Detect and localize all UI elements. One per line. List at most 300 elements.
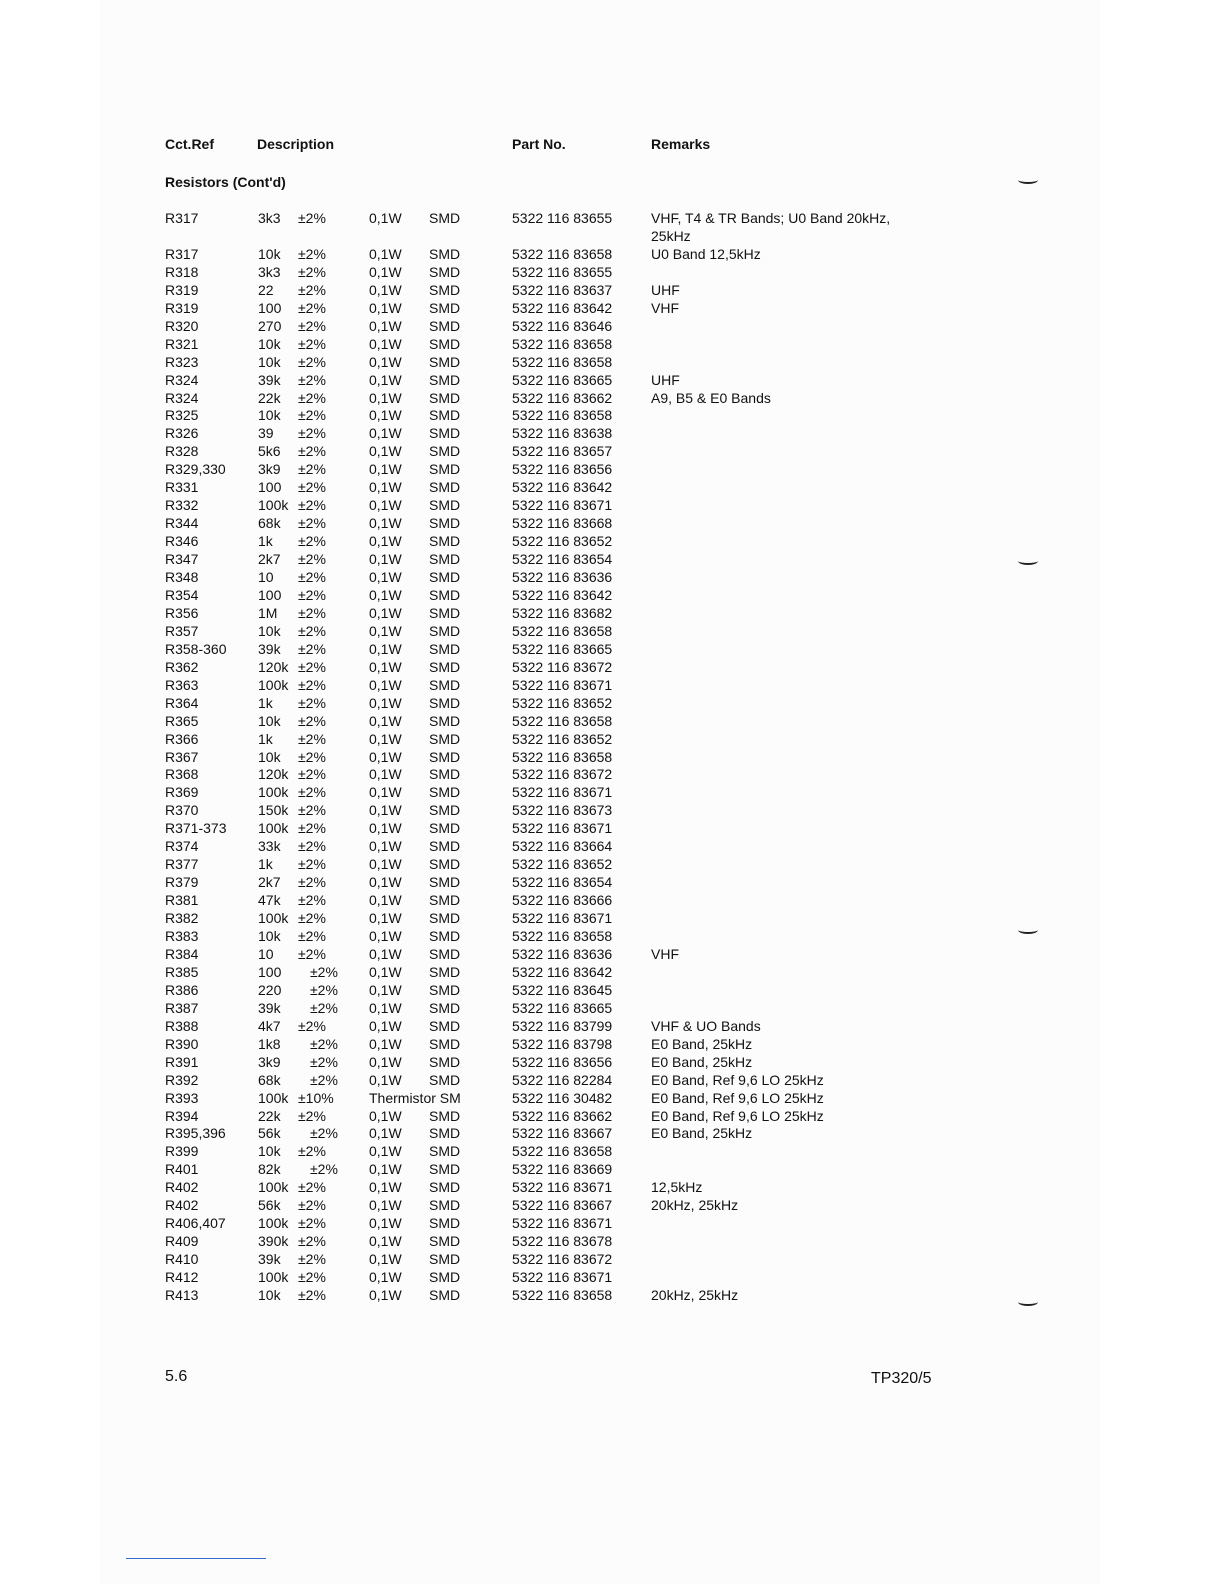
package-cell: SMD bbox=[429, 479, 461, 496]
power-cell: 0,1W bbox=[369, 1233, 402, 1250]
cct-ref-cell: R391 bbox=[165, 1053, 199, 1070]
package-cell: SMD bbox=[429, 820, 461, 837]
power-cell: 0,1W bbox=[369, 622, 402, 639]
part-number-cell: 5322 116 83662 bbox=[512, 389, 613, 406]
part-number-cell: 5322 116 83672 bbox=[512, 766, 613, 783]
part-number-cell: 5322 116 83652 bbox=[512, 856, 613, 873]
part-number-cell: 5322 116 83678 bbox=[512, 1233, 613, 1250]
power-cell: 0,1W bbox=[369, 838, 402, 855]
value-cell: 270 bbox=[258, 317, 282, 334]
value-cell: 68k bbox=[258, 1071, 281, 1088]
remarks-cell: VHF, T4 & TR Bands; U0 Band 20kHz, 25kHz bbox=[651, 210, 891, 244]
package-cell: SMD bbox=[429, 371, 461, 388]
table-row bbox=[0, 981, 1224, 999]
package-cell: SMD bbox=[429, 856, 461, 873]
part-number-cell: 5322 116 83671 bbox=[512, 497, 613, 514]
cct-ref-cell: R402 bbox=[165, 1197, 199, 1214]
part-number-cell: 5322 116 82284 bbox=[512, 1071, 613, 1088]
value-cell: 120k bbox=[258, 766, 289, 783]
part-number-cell: 5322 116 83656 bbox=[512, 1053, 613, 1070]
tolerance-cell: ±2% bbox=[298, 497, 326, 514]
tolerance-cell: ±2% bbox=[298, 443, 326, 460]
value-cell: 220 bbox=[258, 981, 282, 998]
part-number-cell: 5322 116 83669 bbox=[512, 1161, 613, 1178]
cct-ref-cell: R321 bbox=[165, 335, 199, 352]
remarks-cell: E0 Band, 25kHz bbox=[651, 1053, 753, 1070]
cct-ref-cell: R319 bbox=[165, 299, 199, 316]
cct-ref-cell: R395,396 bbox=[165, 1125, 226, 1142]
part-number-cell: 5322 116 83671 bbox=[512, 784, 613, 801]
power-cell: 0,1W bbox=[369, 1071, 402, 1088]
value-cell: 5k6 bbox=[258, 443, 281, 460]
table-row bbox=[0, 1160, 1224, 1178]
cct-ref-cell: R324 bbox=[165, 389, 199, 406]
table-row bbox=[0, 694, 1224, 712]
table-row bbox=[0, 514, 1224, 532]
package-cell: SMD bbox=[429, 712, 461, 729]
part-number-cell: 5322 116 83667 bbox=[512, 1125, 613, 1142]
tolerance-cell: ±2% bbox=[298, 748, 326, 765]
package-cell: SMD bbox=[429, 1125, 461, 1142]
table-row bbox=[0, 353, 1224, 371]
cct-ref-cell: R317 bbox=[165, 245, 199, 262]
part-number-cell: 5322 116 30482 bbox=[512, 1089, 613, 1106]
power-cell: 0,1W bbox=[369, 1035, 402, 1052]
part-number-cell: 5322 116 83668 bbox=[512, 515, 613, 532]
part-number-cell: 5322 116 83646 bbox=[512, 317, 613, 334]
package-cell: SMD bbox=[429, 586, 461, 603]
cct-ref-cell: R325 bbox=[165, 407, 199, 424]
part-number-cell: 5322 116 83642 bbox=[512, 586, 613, 603]
part-number-cell: 5322 116 83638 bbox=[512, 425, 613, 442]
tolerance-cell: ±2% bbox=[298, 317, 326, 334]
cct-ref-cell: R317 bbox=[165, 210, 199, 226]
margin-mark bbox=[1018, 926, 1038, 934]
power-cell: 0,1W bbox=[369, 640, 402, 657]
power-cell: 0,1W bbox=[369, 371, 402, 388]
table-row bbox=[0, 819, 1224, 837]
package-cell: SMD bbox=[429, 838, 461, 855]
tolerance-cell: ±2% bbox=[298, 1107, 326, 1124]
table-row bbox=[0, 963, 1224, 981]
tolerance-cell: ±2% bbox=[298, 407, 326, 424]
table-row bbox=[0, 999, 1224, 1017]
tolerance-cell: ±2% bbox=[298, 515, 326, 532]
value-cell: 10k bbox=[258, 1287, 281, 1303]
package-cell: SMD bbox=[429, 210, 461, 226]
package-cell: SMD bbox=[429, 245, 461, 262]
power-cell: 0,1W bbox=[369, 317, 402, 334]
part-number-cell: 5322 116 83642 bbox=[512, 479, 613, 496]
cct-ref-cell: R385 bbox=[165, 963, 199, 980]
table-row bbox=[0, 1286, 1224, 1304]
table-row bbox=[0, 317, 1224, 335]
cct-ref-cell: R354 bbox=[165, 586, 199, 603]
power-cell: 0,1W bbox=[369, 1179, 402, 1196]
part-number-cell: 5322 116 83672 bbox=[512, 658, 613, 675]
cct-ref-cell: R409 bbox=[165, 1233, 199, 1250]
power-cell: 0,1W bbox=[369, 586, 402, 603]
tolerance-cell: ±2% bbox=[298, 712, 326, 729]
value-cell: 22k bbox=[258, 1107, 281, 1124]
power-cell: 0,1W bbox=[369, 299, 402, 316]
cct-ref-cell: R410 bbox=[165, 1251, 199, 1268]
tolerance-cell: ±2% bbox=[298, 1251, 326, 1268]
table-row bbox=[0, 478, 1224, 496]
power-cell: 0,1W bbox=[369, 210, 402, 226]
value-cell: 100 bbox=[258, 299, 282, 316]
part-number-cell: 5322 116 83652 bbox=[512, 694, 613, 711]
cct-ref-cell: R367 bbox=[165, 748, 199, 765]
tolerance-cell: ±2% bbox=[298, 479, 326, 496]
remarks-cell: E0 Band, Ref 9,6 LO 25kHz bbox=[651, 1089, 824, 1106]
value-cell: 1k bbox=[258, 856, 273, 873]
cct-ref-cell: R366 bbox=[165, 730, 199, 747]
part-number-cell: 5322 116 83652 bbox=[512, 533, 613, 550]
package-cell: SMD bbox=[429, 1035, 461, 1052]
tolerance-cell: ±2% bbox=[298, 802, 326, 819]
tolerance-cell: ±2% bbox=[298, 335, 326, 352]
part-number-cell: 5322 116 83671 bbox=[512, 676, 613, 693]
value-cell: 47k bbox=[258, 892, 281, 909]
remarks-cell: 20kHz, 25kHz bbox=[651, 1287, 739, 1303]
table-row bbox=[0, 891, 1224, 909]
cct-ref-cell: R413 bbox=[165, 1287, 199, 1303]
package-cell: SMD bbox=[429, 945, 461, 962]
tolerance-cell: ±2% bbox=[298, 263, 326, 280]
table-row bbox=[0, 281, 1224, 299]
package-cell: SMD bbox=[429, 981, 461, 998]
table-row bbox=[0, 209, 1224, 244]
package-cell: SMD bbox=[429, 640, 461, 657]
package-cell: SMD bbox=[429, 730, 461, 747]
tolerance-cell: ±2% bbox=[298, 1215, 326, 1232]
part-number-cell: 5322 116 83656 bbox=[512, 461, 613, 478]
cct-ref-cell: R382 bbox=[165, 910, 199, 927]
tolerance-cell: ±2% bbox=[298, 425, 326, 442]
tolerance-cell: ±2% bbox=[298, 586, 326, 603]
table-row bbox=[0, 1250, 1224, 1268]
cct-ref-cell: R357 bbox=[165, 622, 199, 639]
tolerance-cell: ±2% bbox=[298, 856, 326, 873]
tolerance-cell: ±2% bbox=[298, 928, 326, 944]
header-remarks: Remarks bbox=[651, 136, 711, 152]
part-number-cell: 5322 116 83665 bbox=[512, 640, 613, 657]
power-cell: 0,1W bbox=[369, 856, 402, 873]
tolerance-cell: ±2% bbox=[298, 299, 326, 316]
value-cell: 10k bbox=[258, 1143, 281, 1160]
part-number-cell: 5322 116 83672 bbox=[512, 1251, 613, 1268]
table-row bbox=[0, 855, 1224, 873]
power-cell: 0,1W bbox=[369, 730, 402, 747]
margin-mark bbox=[1018, 557, 1038, 565]
table-row bbox=[0, 676, 1224, 694]
table-row bbox=[0, 245, 1224, 263]
tolerance-cell: ±2% bbox=[298, 353, 326, 370]
table-row bbox=[0, 460, 1224, 478]
power-cell: 0,1W bbox=[369, 425, 402, 442]
package-cell: SMD bbox=[429, 874, 461, 891]
power-cell: 0,1W bbox=[369, 533, 402, 550]
table-row bbox=[0, 837, 1224, 855]
header-cct-ref: Cct.Ref bbox=[165, 136, 215, 152]
cct-ref-cell: R401 bbox=[165, 1161, 199, 1178]
package-cell: SMD bbox=[429, 622, 461, 639]
power-cell: 0,1W bbox=[369, 1215, 402, 1232]
part-number-cell: 5322 116 83671 bbox=[512, 910, 613, 927]
table-row bbox=[0, 442, 1224, 460]
part-number-cell: 5322 116 83654 bbox=[512, 874, 613, 891]
value-cell: 56k bbox=[258, 1197, 281, 1214]
value-cell: 100k bbox=[258, 676, 289, 693]
package-cell: SMD bbox=[429, 1071, 461, 1088]
tolerance-cell: ±2% bbox=[310, 963, 338, 980]
power-cell: 0,1W bbox=[369, 604, 402, 621]
package-cell: SMD bbox=[429, 766, 461, 783]
power-cell: 0,1W bbox=[369, 407, 402, 424]
package-cell: SMD bbox=[429, 1143, 461, 1160]
value-cell: 10k bbox=[258, 928, 281, 944]
remarks-cell: A9, B5 & E0 Bands bbox=[651, 389, 771, 406]
value-cell: 100k bbox=[258, 497, 289, 514]
part-number-cell: 5322 116 83655 bbox=[512, 210, 613, 226]
value-cell: 3k9 bbox=[258, 461, 281, 478]
power-cell: 0,1W bbox=[369, 1143, 402, 1160]
tolerance-cell: ±2% bbox=[310, 1161, 338, 1178]
cct-ref-cell: R406,407 bbox=[165, 1215, 226, 1232]
tolerance-cell: ±2% bbox=[298, 551, 326, 568]
value-cell: 100k bbox=[258, 784, 289, 801]
table-row bbox=[0, 263, 1224, 281]
power-cell: 0,1W bbox=[369, 1017, 402, 1034]
cct-ref-cell: R318 bbox=[165, 263, 199, 280]
remarks-cell: E0 Band, Ref 9,6 LO 25kHz bbox=[651, 1107, 824, 1124]
power-cell: 0,1W bbox=[369, 335, 402, 352]
cct-ref-cell: R392 bbox=[165, 1071, 199, 1088]
table-row bbox=[0, 658, 1224, 676]
package-cell: SMD bbox=[429, 533, 461, 550]
remarks-cell: E0 Band, 25kHz bbox=[651, 1125, 753, 1142]
part-number-cell: 5322 116 83637 bbox=[512, 281, 613, 298]
table-row bbox=[0, 1035, 1224, 1053]
table-row bbox=[0, 730, 1224, 748]
remarks-cell: 12,5kHz bbox=[651, 1179, 703, 1196]
power-cell: 0,1W bbox=[369, 928, 402, 944]
cct-ref-cell: R332 bbox=[165, 497, 199, 514]
cct-ref-cell: R387 bbox=[165, 999, 199, 1016]
tolerance-cell: ±2% bbox=[310, 1053, 338, 1070]
tolerance-cell: ±2% bbox=[298, 945, 326, 962]
value-cell: 10k bbox=[258, 353, 281, 370]
power-cell: 0,1W bbox=[369, 515, 402, 532]
table-row bbox=[0, 1178, 1224, 1196]
power-cell: 0,1W bbox=[369, 874, 402, 891]
part-number-cell: 5322 116 83664 bbox=[512, 838, 613, 855]
package-cell: SMD bbox=[429, 1287, 461, 1303]
remarks-cell: UHF bbox=[651, 371, 680, 388]
package-cell: SMD bbox=[429, 425, 461, 442]
part-number-cell: 5322 116 83645 bbox=[512, 981, 613, 998]
package-cell: SMD bbox=[429, 1053, 461, 1070]
value-cell: 10k bbox=[258, 622, 281, 639]
cct-ref-cell: R388 bbox=[165, 1017, 199, 1034]
power-cell: 0,1W bbox=[369, 1197, 402, 1214]
power-cell: 0,1W bbox=[369, 999, 402, 1016]
value-cell: 1M bbox=[258, 604, 278, 621]
package-cell: SMD bbox=[429, 658, 461, 675]
part-number-cell: 5322 116 83658 bbox=[512, 353, 613, 370]
value-cell: 10 bbox=[258, 569, 274, 585]
value-cell: 1k bbox=[258, 730, 273, 747]
cct-ref-cell: R323 bbox=[165, 353, 199, 370]
part-number-cell: 5322 116 83682 bbox=[512, 604, 613, 621]
table-row bbox=[0, 1124, 1224, 1142]
tolerance-cell: ±2% bbox=[298, 371, 326, 388]
table-row bbox=[0, 424, 1224, 442]
cct-ref-cell: R402 bbox=[165, 1179, 199, 1196]
power-cell: 0,1W bbox=[369, 1107, 402, 1124]
power-cell: 0,1W bbox=[369, 676, 402, 693]
power-cell: Thermistor SM bbox=[369, 1089, 461, 1106]
tolerance-cell: ±2% bbox=[298, 1287, 326, 1303]
cct-ref-cell: R331 bbox=[165, 479, 199, 496]
cct-ref-cell: R370 bbox=[165, 802, 199, 819]
tolerance-cell: ±2% bbox=[298, 766, 326, 783]
bottom-rule bbox=[126, 1558, 266, 1559]
table-row bbox=[0, 1232, 1224, 1250]
tolerance-cell: ±2% bbox=[298, 210, 326, 226]
value-cell: 100k bbox=[258, 820, 289, 837]
value-cell: 3k9 bbox=[258, 1053, 281, 1070]
power-cell: 0,1W bbox=[369, 712, 402, 729]
table-row bbox=[0, 1142, 1224, 1160]
table-row bbox=[0, 299, 1224, 317]
power-cell: 0,1W bbox=[369, 1125, 402, 1142]
value-cell: 100 bbox=[258, 586, 282, 603]
table-row bbox=[0, 622, 1224, 640]
power-cell: 0,1W bbox=[369, 569, 402, 585]
package-cell: SMD bbox=[429, 317, 461, 334]
value-cell: 2k7 bbox=[258, 874, 281, 891]
power-cell: 0,1W bbox=[369, 551, 402, 568]
remarks-cell: VHF bbox=[651, 945, 679, 962]
value-cell: 39k bbox=[258, 640, 281, 657]
power-cell: 0,1W bbox=[369, 820, 402, 837]
cct-ref-cell: R347 bbox=[165, 551, 199, 568]
cct-ref-cell: R356 bbox=[165, 604, 199, 621]
power-cell: 0,1W bbox=[369, 1251, 402, 1268]
remarks-cell: 20kHz, 25kHz bbox=[651, 1197, 739, 1214]
value-cell: 100k bbox=[258, 1269, 289, 1286]
value-cell: 10k bbox=[258, 748, 281, 765]
package-cell: SMD bbox=[429, 281, 461, 298]
cct-ref-cell: R394 bbox=[165, 1107, 199, 1124]
cct-ref-cell: R365 bbox=[165, 712, 199, 729]
value-cell: 10k bbox=[258, 712, 281, 729]
part-number-cell: 5322 116 83665 bbox=[512, 371, 613, 388]
package-cell: SMD bbox=[429, 461, 461, 478]
part-number-cell: 5322 116 83658 bbox=[512, 1143, 613, 1160]
value-cell: 100k bbox=[258, 1215, 289, 1232]
value-cell: 100k bbox=[258, 1179, 289, 1196]
tolerance-cell: ±2% bbox=[298, 910, 326, 927]
power-cell: 0,1W bbox=[369, 1269, 402, 1286]
cct-ref-cell: R358-360 bbox=[165, 640, 227, 657]
power-cell: 0,1W bbox=[369, 802, 402, 819]
value-cell: 82k bbox=[258, 1161, 281, 1178]
package-cell: SMD bbox=[429, 515, 461, 532]
power-cell: 0,1W bbox=[369, 479, 402, 496]
tolerance-cell: ±2% bbox=[298, 604, 326, 621]
part-number-cell: 5322 116 83655 bbox=[512, 263, 613, 280]
value-cell: 56k bbox=[258, 1125, 281, 1142]
table-row bbox=[0, 389, 1224, 407]
part-number-cell: 5322 116 83671 bbox=[512, 1215, 613, 1232]
value-cell: 1k bbox=[258, 533, 273, 550]
table-row bbox=[0, 568, 1224, 586]
package-cell: SMD bbox=[429, 443, 461, 460]
package-cell: SMD bbox=[429, 1269, 461, 1286]
power-cell: 0,1W bbox=[369, 443, 402, 460]
cct-ref-cell: R371-373 bbox=[165, 820, 227, 837]
package-cell: SMD bbox=[429, 802, 461, 819]
package-cell: SMD bbox=[429, 551, 461, 568]
power-cell: 0,1W bbox=[369, 245, 402, 262]
tolerance-cell: ±10% bbox=[298, 1089, 334, 1106]
table-row bbox=[0, 640, 1224, 658]
package-cell: SMD bbox=[429, 1233, 461, 1250]
table-row bbox=[0, 371, 1224, 389]
value-cell: 39k bbox=[258, 371, 281, 388]
package-cell: SMD bbox=[429, 1251, 461, 1268]
cct-ref-cell: R386 bbox=[165, 981, 199, 998]
part-number-cell: 5322 116 83666 bbox=[512, 892, 613, 909]
table-row bbox=[0, 873, 1224, 891]
cct-ref-cell: R374 bbox=[165, 838, 199, 855]
part-number-cell: 5322 116 83658 bbox=[512, 712, 613, 729]
cct-ref-cell: R399 bbox=[165, 1143, 199, 1160]
power-cell: 0,1W bbox=[369, 945, 402, 962]
value-cell: 1k8 bbox=[258, 1035, 281, 1052]
package-cell: SMD bbox=[429, 1017, 461, 1034]
part-number-cell: 5322 116 83671 bbox=[512, 820, 613, 837]
power-cell: 0,1W bbox=[369, 694, 402, 711]
cct-ref-cell: R363 bbox=[165, 676, 199, 693]
cct-ref-cell: R328 bbox=[165, 443, 199, 460]
tolerance-cell: ±2% bbox=[298, 676, 326, 693]
value-cell: 3k3 bbox=[258, 263, 281, 280]
value-cell: 100k bbox=[258, 910, 289, 927]
value-cell: 4k7 bbox=[258, 1017, 281, 1034]
part-number-cell: 5322 116 83799 bbox=[512, 1017, 613, 1034]
package-cell: SMD bbox=[429, 1179, 461, 1196]
package-cell: SMD bbox=[429, 1215, 461, 1232]
table-row bbox=[0, 586, 1224, 604]
power-cell: 0,1W bbox=[369, 461, 402, 478]
value-cell: 10k bbox=[258, 245, 281, 262]
value-cell: 100 bbox=[258, 479, 282, 496]
package-cell: SMD bbox=[429, 928, 461, 944]
part-number-cell: 5322 116 83658 bbox=[512, 1287, 613, 1303]
cct-ref-cell: R368 bbox=[165, 766, 199, 783]
part-number-cell: 5322 116 83658 bbox=[512, 335, 613, 352]
remarks-cell: UHF bbox=[651, 281, 680, 298]
package-cell: SMD bbox=[429, 1161, 461, 1178]
cct-ref-cell: R326 bbox=[165, 425, 199, 442]
package-cell: SMD bbox=[429, 353, 461, 370]
remarks-cell: E0 Band, Ref 9,6 LO 25kHz bbox=[651, 1071, 824, 1088]
part-number-cell: 5322 116 83652 bbox=[512, 730, 613, 747]
